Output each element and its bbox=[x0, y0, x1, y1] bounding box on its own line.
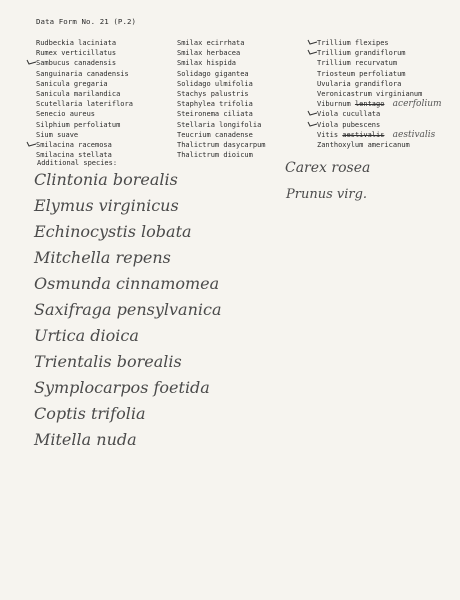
struck-epithet: lentago bbox=[354, 100, 385, 109]
check-mark-icon bbox=[26, 141, 37, 147]
handwritten-species: Coptis trifolia bbox=[34, 404, 146, 423]
check-mark-icon bbox=[307, 110, 318, 116]
species-item: Smilacina stellata bbox=[36, 151, 112, 160]
handwritten-species: Trientalis borealis bbox=[34, 352, 182, 371]
check-mark-icon bbox=[307, 121, 318, 127]
additional-species-label: Additional species: bbox=[37, 159, 118, 167]
species-column-2 bbox=[177, 38, 266, 160]
species-item: Solidago ulmifolia bbox=[177, 79, 253, 88]
handwritten-species: Mitchella repens bbox=[34, 248, 171, 267]
species-item-checked bbox=[317, 38, 442, 48]
species-item: Sanicula gregaria bbox=[36, 79, 108, 88]
handwritten-species: Echinocystis lobata bbox=[34, 222, 192, 241]
species-item: Sanguinaria canadensis bbox=[36, 69, 129, 78]
species-item-checked bbox=[317, 120, 442, 130]
species-item: Sium suave bbox=[36, 130, 79, 139]
species-column-1 bbox=[36, 38, 133, 160]
species-genus: Viburnum bbox=[317, 100, 351, 109]
species-item: Steironema ciliata bbox=[177, 110, 253, 119]
species-item: Scutellaria lateriflora bbox=[36, 100, 133, 109]
handwritten-species: Mitella nuda bbox=[34, 430, 137, 449]
species-item: Stachys palustris bbox=[177, 90, 249, 99]
species-item: Veronicastrum virginianum bbox=[317, 90, 423, 99]
handwritten-species-list bbox=[34, 170, 222, 456]
species-item: Sanicula marilandica bbox=[36, 90, 121, 99]
species-item: Staphylea trifolia bbox=[177, 100, 253, 109]
handwritten-correction: aestivalis bbox=[392, 129, 436, 140]
handwritten-correction: acerfolium bbox=[392, 99, 442, 110]
species-item: Triosteum perfoliatum bbox=[317, 69, 406, 78]
species-label: Viola pubescens bbox=[317, 120, 381, 129]
species-label: Trillium flexipes bbox=[317, 39, 389, 47]
species-item: Trillium recurvatum bbox=[317, 59, 398, 68]
species-genus: Vitis bbox=[317, 130, 339, 139]
handwritten-species: Carex rosea bbox=[285, 160, 371, 176]
species-item-checked bbox=[36, 140, 133, 150]
check-mark-icon bbox=[26, 59, 37, 65]
species-label: Smilacina racemosa bbox=[36, 141, 112, 150]
species-item: Senecio aureus bbox=[36, 110, 96, 119]
species-item-checked bbox=[36, 58, 133, 68]
species-item-corrected bbox=[317, 99, 442, 109]
species-label: Viola cucullata bbox=[317, 110, 381, 119]
species-item: Smilax herbacea bbox=[177, 49, 241, 58]
species-item: Solidago gigantea bbox=[177, 69, 249, 78]
species-item-checked bbox=[317, 109, 442, 119]
struck-epithet: aestivalis bbox=[342, 130, 385, 139]
form-title: Data Form No. 21 (P.2) bbox=[36, 17, 137, 26]
species-label: Trillium grandiflorum bbox=[317, 49, 406, 58]
species-item: Smilax hispida bbox=[177, 59, 237, 68]
check-mark-icon bbox=[307, 39, 318, 45]
species-label: Sambucus canadensis bbox=[36, 59, 117, 68]
check-mark-icon bbox=[307, 49, 318, 55]
species-item: Zanthoxylum americanum bbox=[317, 141, 410, 150]
species-item: Smilax ecirrhata bbox=[177, 39, 245, 47]
species-item: Silphium perfoliatum bbox=[36, 120, 121, 129]
handwritten-species: Osmunda cinnamomea bbox=[34, 274, 220, 293]
species-item: Teucrium canadense bbox=[177, 130, 253, 139]
handwritten-species: Prunus virg. bbox=[286, 187, 368, 202]
species-item: Rudbeckia laciniata bbox=[36, 39, 117, 47]
handwritten-species: Clintonia borealis bbox=[34, 170, 178, 189]
handwritten-species: Elymus virginicus bbox=[34, 196, 179, 215]
handwritten-species: Symplocarpos foetida bbox=[34, 378, 210, 397]
species-item: Rumex verticillatus bbox=[36, 49, 117, 58]
species-item: Uvularia grandiflora bbox=[317, 79, 402, 88]
handwritten-species: Saxifraga pensylvanica bbox=[34, 300, 222, 319]
species-item: Thalictrum dasycarpum bbox=[177, 141, 266, 150]
species-item: Thalictrum dioicum bbox=[177, 151, 253, 160]
species-item: Stellaria longifolia bbox=[177, 120, 262, 129]
species-column-3 bbox=[317, 38, 442, 150]
handwritten-species: Urtica dioica bbox=[34, 326, 139, 345]
species-item-corrected bbox=[317, 130, 442, 140]
species-item-checked bbox=[317, 48, 442, 58]
